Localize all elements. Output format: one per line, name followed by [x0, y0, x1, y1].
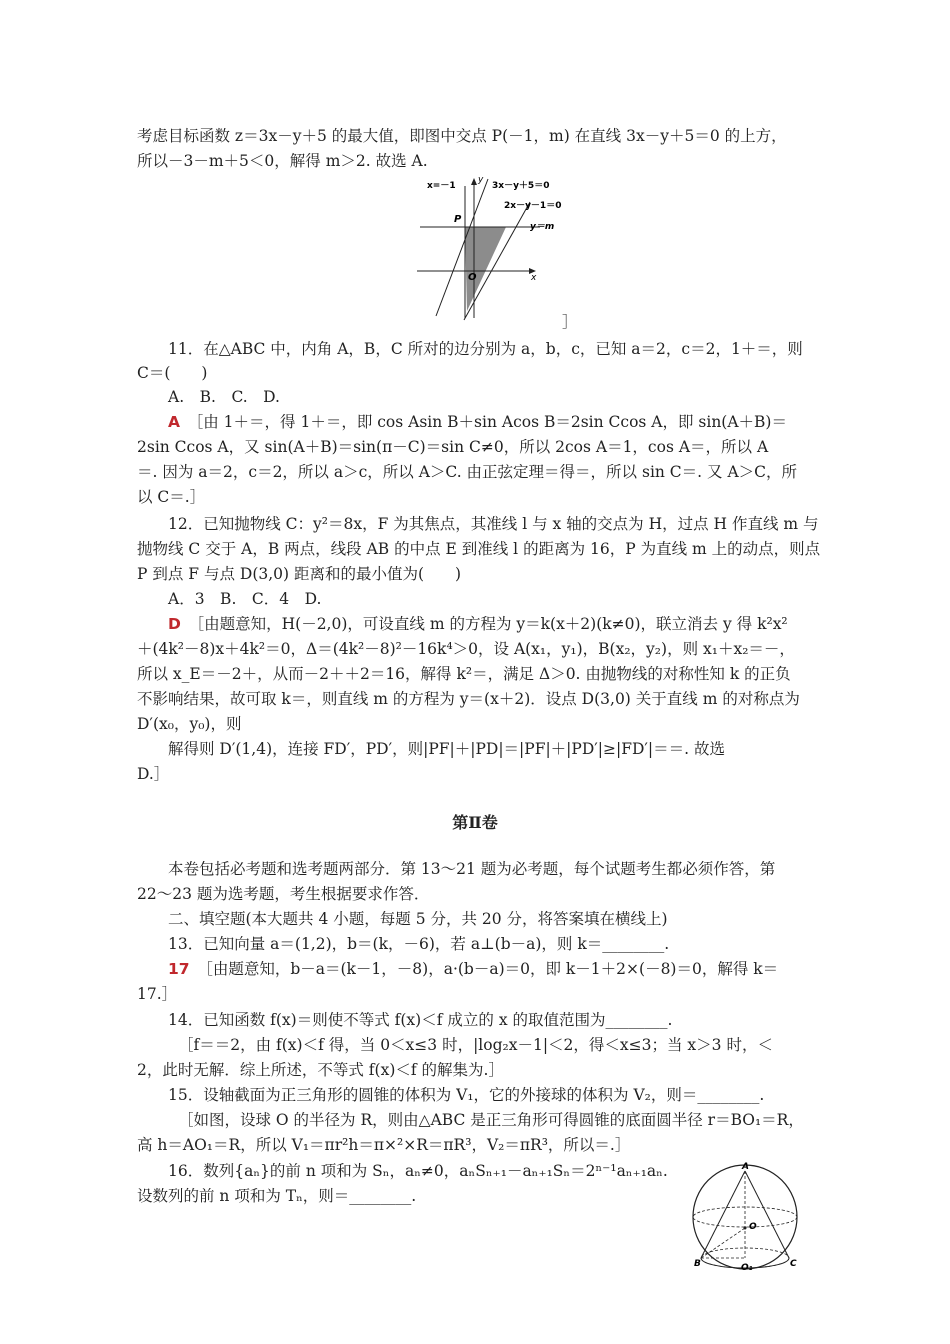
- label-A: A: [742, 1162, 749, 1172]
- text-line: D.］: [137, 765, 170, 783]
- text-line: 13．已知向量 a＝(1,2)，b＝(k，－6)，若 a⊥(b－a)，则 k＝________.: [168, 935, 670, 953]
- sphere-radius-OB: [701, 1228, 745, 1258]
- label-B: B: [694, 1259, 701, 1269]
- label-O1: O₁: [741, 1263, 753, 1273]
- answer-explanation: ［由题意知，b－a＝(k－1，－8)，a·(b－a)＝0，即 k－1＋2×(－8)＝0，解得 k＝: [197, 960, 779, 978]
- text-line: 考虑目标函数 z＝3x－y＋5 的最大值，即图中交点 P(－1，m) 在直线 3x－y＋5＝0 的上方，: [137, 127, 787, 145]
- linear-programming-graph: [412, 174, 562, 322]
- label-line1: 3x－y＋5＝0: [492, 181, 550, 191]
- text-line: A．3 B. C．4 D.: [168, 590, 322, 608]
- answer-label: A: [168, 413, 180, 431]
- text-line: 高 h＝AO₁＝R，所以 V₁＝πr²h＝π×²×R＝πR³，V₂＝πR³，所以＝.］: [137, 1136, 631, 1154]
- text-line: 15．设轴截面为正三角形的圆锥的体积为 V₁，它的外接球的体积为 V₂，则＝________.: [168, 1086, 765, 1104]
- text-line: 本卷包括必考题和选考题两部分．第 13～21 题为必考题，每个试题考生都必须作答，第: [168, 860, 776, 878]
- y-axis-arrow: [471, 178, 477, 185]
- text-line: ［如图，设球 O 的半径为 R，则由△ABC 是正三角形可得圆锥的底面圆半径 r＝BO₁＝R，: [178, 1111, 804, 1129]
- text-line: 所以 x_E＝－2＋，从而－2＋＋2＝16，解得 k²＝，满足 Δ＞0. 由抛物线的对称性知 k 的正负: [137, 665, 791, 683]
- text-line: ＋(4k²－8)x＋4k²＝0，Δ＝(4k²－8)²－16k⁴＞0，设 A(x₁，y₁)，B(x₂，y₂)，则 x₁＋x₂＝－，: [137, 640, 795, 658]
- text-line: 以 C＝.］: [137, 488, 206, 506]
- label-P: P: [454, 214, 462, 225]
- cone-edge-AB: [701, 1171, 745, 1258]
- answer-explanation: ［由题意知，H(－2,0)，可设直线 m 的方程为 y＝k(x＋2)(k≠0)，联立消去 y 得 k²x²: [188, 615, 788, 633]
- text-line: 16．数列{aₙ}的前 n 项和为 Sₙ，aₙ≠0，aₙSₙ₊₁－aₙ₊₁Sₙ＝2ⁿ⁻¹aₙ₊₁aₙ.: [168, 1162, 668, 1180]
- label-O: O: [468, 272, 477, 283]
- text-line: 11．在△ABC 中，内角 A，B，C 所对的边分别为 a，b，c，已知 a＝2，c＝2，1＋＝，则: [168, 340, 803, 358]
- label-C: C: [790, 1259, 797, 1269]
- text-line: P 到点 F 与点 D(3,0) 距离和的最小值为( ): [137, 565, 462, 583]
- text-line: 22～23 题为选考题，考生根据要求作答．: [137, 885, 430, 903]
- text-line: 解得则 D′(1,4)，连接 FD′，PD′，则|PF|＋|PD|＝|PF|＋|PD′|≥|FD′|＝＝. 故选: [168, 740, 725, 758]
- text-line: 17.］: [137, 985, 178, 1003]
- text-line: 2，此时无解．综上所述，不等式 f(x)＜f 的解集为.］: [137, 1061, 504, 1079]
- answer-label: D: [168, 615, 181, 633]
- text-line: 不影响结果，故可取 k＝，则直线 m 的方程为 y＝(x＋2)．设点 D(3,0) 关于直线 m 的对称点为: [137, 690, 800, 708]
- text-line: ［f＝＝2，由 f(x)＜f 得，当 0＜x≤3 时，|log₂x－1|＜2，得＜x≤3；当 x＞3 时，＜: [178, 1036, 773, 1054]
- text-line: C＝( ): [137, 364, 208, 382]
- text-line: 二、填空题(本大题共 4 小题，每题 5 分，共 20 分，将答案填在横线上): [168, 910, 668, 928]
- center-O-dot: [744, 1227, 747, 1230]
- cone-edge-AC: [745, 1171, 789, 1258]
- text-line: ］: [562, 313, 578, 331]
- cone-sphere-figure: [690, 1160, 802, 1276]
- label-line2: 2x－y－1＝0: [504, 201, 562, 211]
- answer-explanation: ［由 1＋＝，得 1＋＝，即 cos Asin B＋sin Acos B＝2sin Ccos A，即 sin(A＋B)＝: [187, 413, 787, 431]
- text-line: D′(x₀，y₀)，则: [137, 715, 242, 733]
- label-x-neg1: x=－1: [427, 181, 456, 191]
- label-O: O: [749, 1222, 757, 1232]
- section-title: 第Ⅱ卷: [452, 813, 498, 832]
- answer-line: [168, 958, 778, 980]
- feasible-region: [465, 227, 506, 311]
- answer-line: [168, 613, 788, 635]
- text-line: 12．已知抛物线 C：y²＝8x，F 为其焦点，其准线 l 与 x 轴的交点为 H，过点 H 作直线 m 与: [168, 515, 819, 533]
- text-line: 所以－3－m＋5＜0，解得 m＞2. 故选 A.: [137, 152, 428, 170]
- label-ym: y＝m: [530, 222, 555, 232]
- text-line: 设数列的前 n 项和为 Tₙ，则＝________.: [137, 1187, 417, 1205]
- answer-line: [168, 411, 787, 433]
- text-line: A. B. C. D.: [168, 388, 280, 406]
- label-y: y: [478, 175, 484, 185]
- answer-label: 17: [168, 960, 190, 978]
- text-line: 抛物线 C 交于 A，B 两点，线段 AB 的中点 E 到准线 l 的距离为 16，P 为直线 m 上的动点，则点: [137, 540, 821, 558]
- text-line: 2sin Ccos A，又 sin(A＋B)＝sin(π－C)＝sin C≠0，所以 2cos A＝1，cos A＝，所以 A: [137, 438, 769, 456]
- text-line: ＝. 因为 a＝2，c＝2，所以 a＞c，所以 A＞C. 由正弦定理＝得＝，所以 sin C＝. 又 A＞C，所: [137, 463, 798, 481]
- label-x: x: [531, 273, 537, 283]
- text-line: 14．已知函数 f(x)＝则使不等式 f(x)＜f 成立的 x 的取值范围为________.: [168, 1011, 673, 1029]
